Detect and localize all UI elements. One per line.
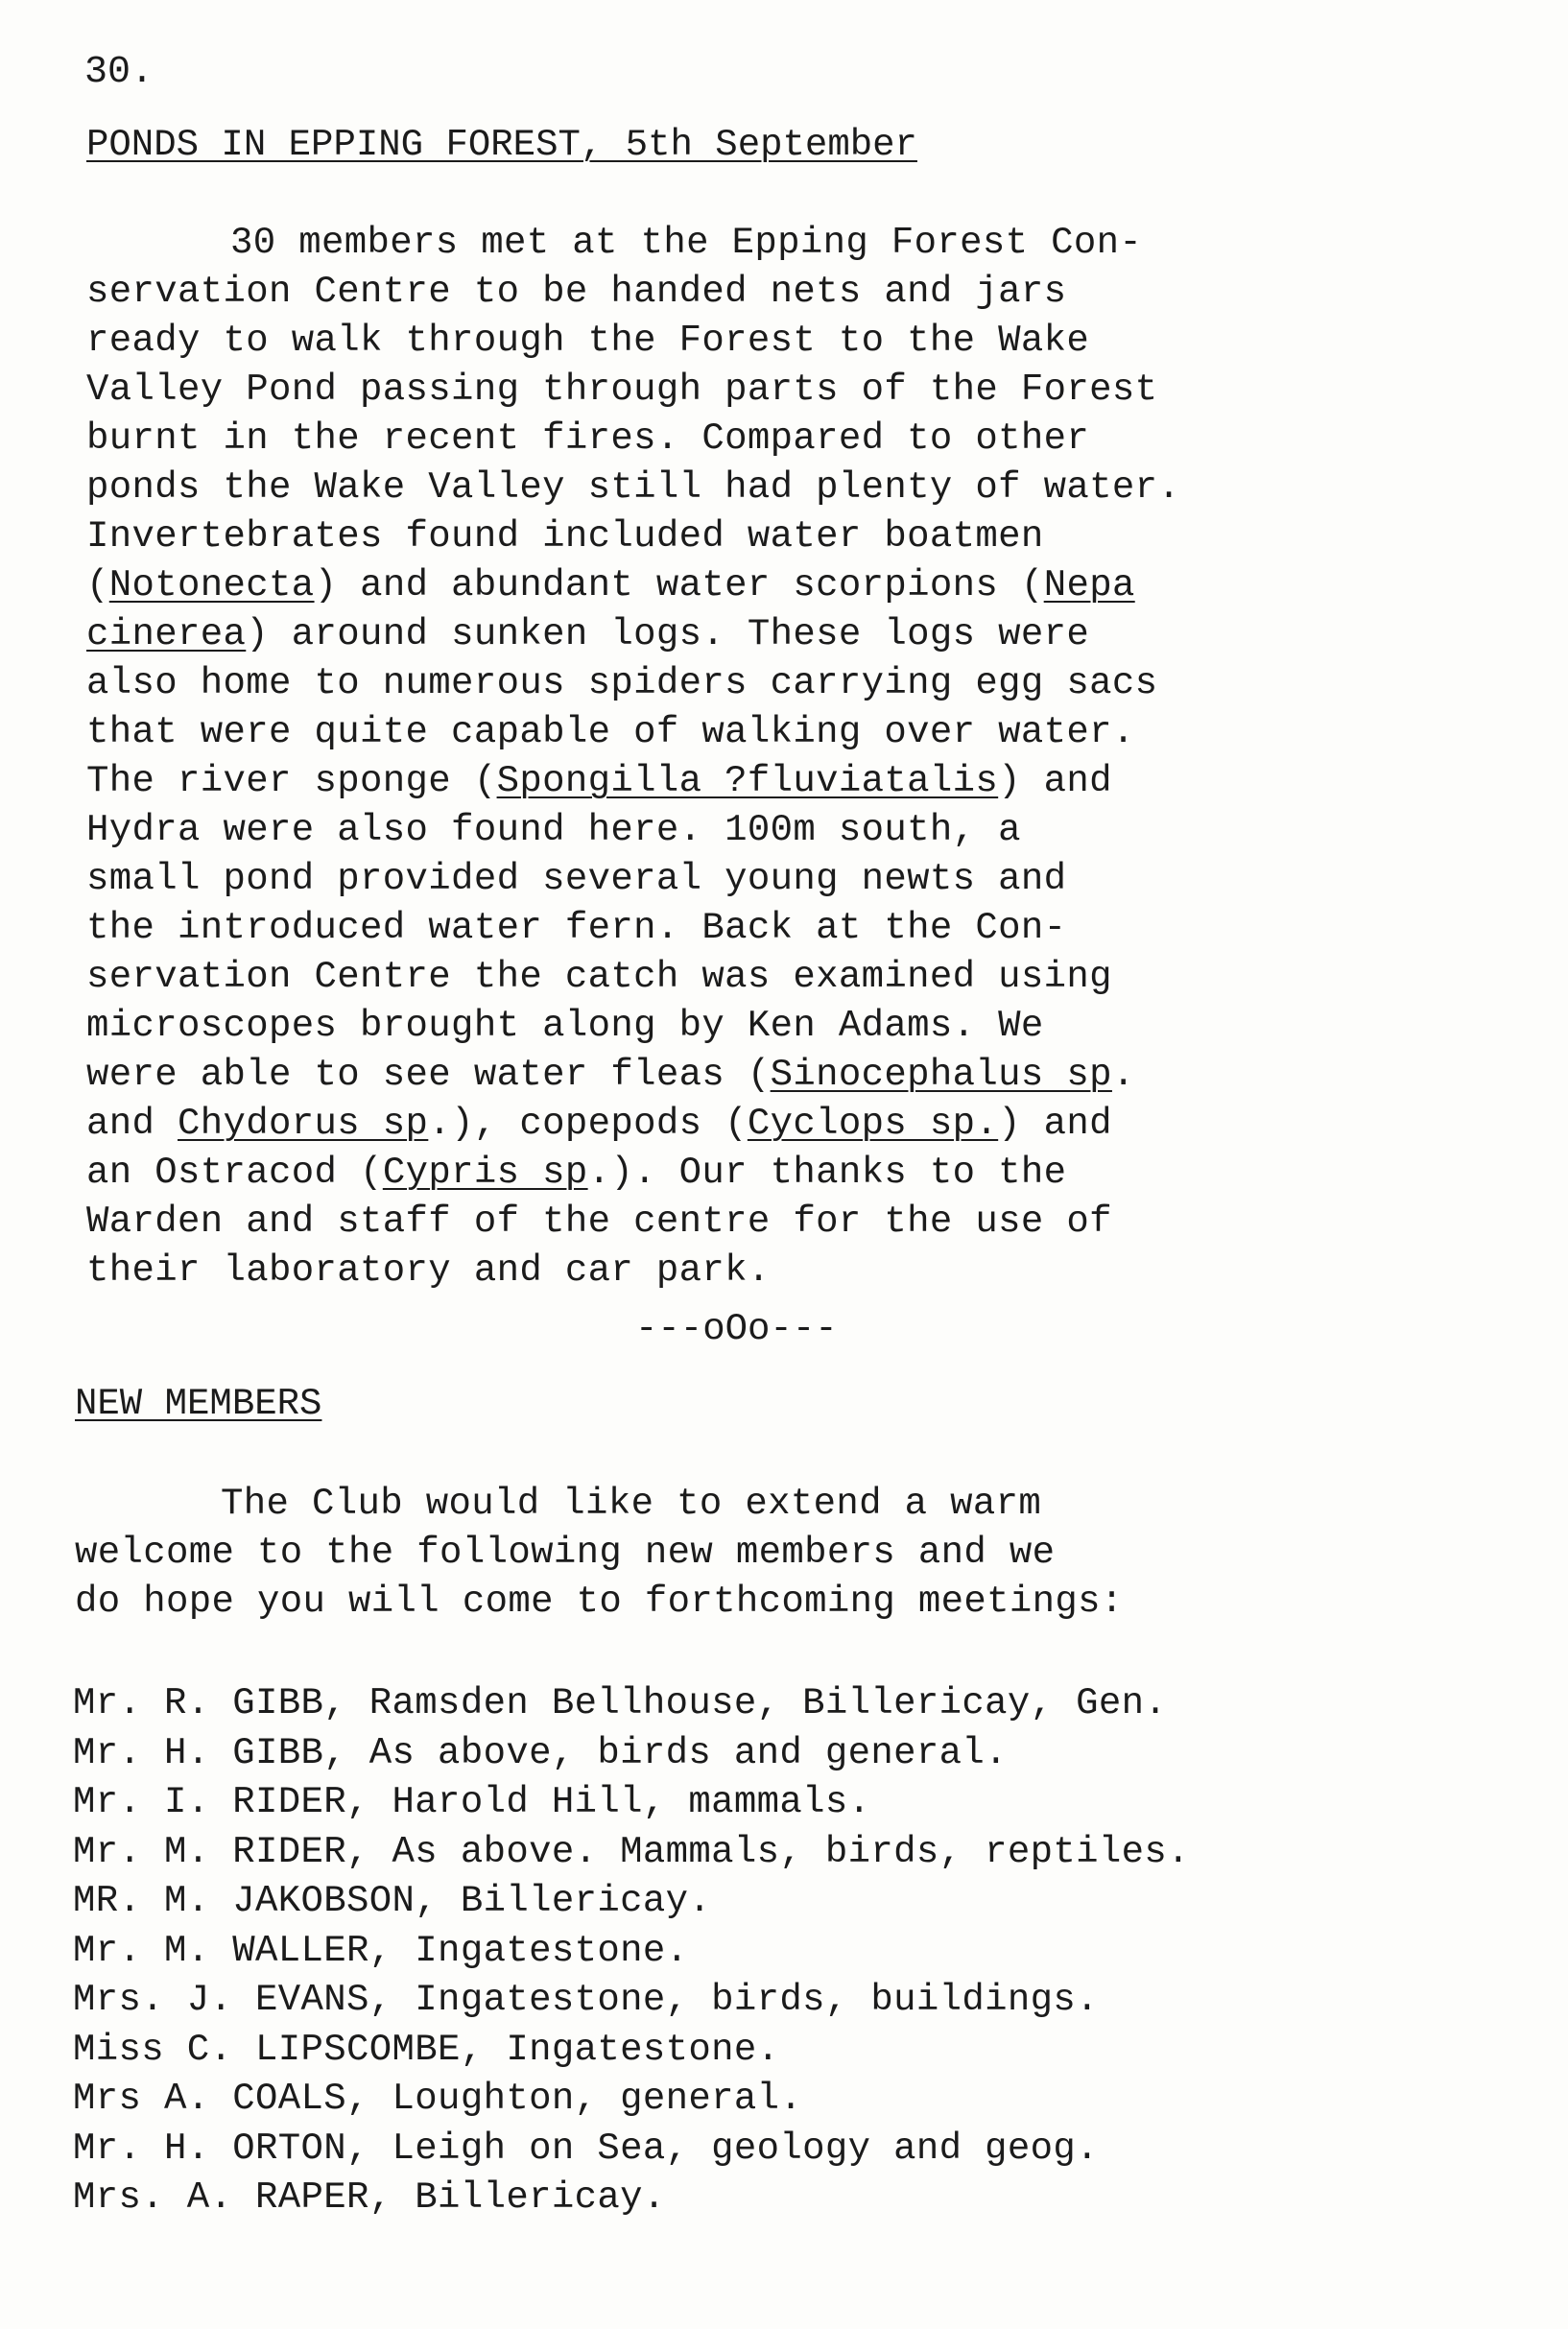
text-run: ponds the Wake Valley still had plenty of water.	[86, 466, 1181, 509]
welcome-line: do hope you will come to forthcoming meetings:	[75, 1580, 1124, 1623]
paragraph-line	[86, 953, 1180, 1002]
text-run: servation Centre the catch was examined using	[86, 956, 1112, 998]
welcome-line: welcome to the following new members and we	[75, 1532, 1056, 1574]
text-run: servation Centre to be handed nets and jars	[86, 271, 1067, 313]
paragraph-line	[86, 708, 1180, 757]
species-name: Cypris sp	[382, 1152, 588, 1194]
text-run: that were quite capable of walking over water.	[86, 711, 1135, 753]
member-entry: Mrs A. COALS, Loughton, general.	[73, 2078, 803, 2120]
text-run: their laboratory and car park.	[86, 1249, 771, 1292]
text-run: Warden and staff of the centre for the use of	[86, 1200, 1112, 1243]
paragraph-line	[86, 366, 1180, 415]
text-run: .	[1111, 1054, 1135, 1096]
paragraph-line	[86, 1100, 1180, 1149]
text-run: were able to see water fleas (	[86, 1054, 771, 1096]
species-name: Cyclops sp.	[747, 1103, 999, 1145]
text-run: the introduced water fern. Back at the Con-	[86, 907, 1067, 949]
member-entry: Mr. M. WALLER, Ingatestone.	[73, 1929, 689, 1972]
text-run: small pond provided several young newts and	[86, 858, 1067, 900]
paragraph-line	[86, 1149, 1180, 1198]
members-list	[73, 1679, 1190, 2223]
species-name: Nepa	[1043, 564, 1135, 606]
species-name: Spongilla ?fluviatalis	[496, 760, 999, 802]
paragraph-line	[86, 1051, 1180, 1100]
section-body-ponds	[86, 219, 1180, 1295]
page-number: 30.	[84, 51, 154, 94]
text-run: Hydra were also found here. 100m south, a	[86, 809, 1021, 851]
member-entry: MR. M. JAKOBSON, Billericay.	[73, 1880, 712, 1922]
text-run: ) and	[998, 1103, 1112, 1145]
section-heading-ponds: PONDS IN EPPING FOREST, 5th September	[86, 124, 917, 166]
text-run: an Ostracod (	[86, 1152, 383, 1194]
text-run: ) and	[998, 760, 1112, 802]
member-entry: Mrs. J. EVANS, Ingatestone, birds, buildings.	[73, 1979, 1099, 2021]
species-name: Chydorus sp	[178, 1103, 429, 1145]
welcome-line: The Club would like to extend a warm	[221, 1483, 1042, 1525]
paragraph-line	[86, 659, 1180, 708]
text-run: Invertebrates found included water boatmen	[86, 515, 1044, 558]
text-run: also home to numerous spiders carrying egg sacs	[86, 662, 1158, 704]
text-run: The river sponge (	[86, 760, 497, 802]
paragraph-line	[86, 317, 1180, 366]
paragraph-line	[86, 463, 1180, 512]
paragraph-line	[86, 904, 1180, 953]
paragraph-line	[86, 806, 1180, 855]
text-run: ready to walk through the Forest to the Wake	[86, 320, 1090, 362]
section-heading-new-members: NEW MEMBERS	[75, 1383, 322, 1425]
text-run: Valley Pond passing through parts of the Forest	[86, 368, 1158, 411]
text-run: burnt in the recent fires. Compared to other	[86, 417, 1090, 460]
text-run: microscopes brought along by Ken Adams. We	[86, 1005, 1044, 1047]
member-entry: Mr. I. RIDER, Harold Hill, mammals.	[73, 1781, 871, 1823]
welcome-paragraph	[75, 1480, 1124, 1627]
text-run: .). Our thanks to the	[587, 1152, 1067, 1194]
paragraph-line	[86, 1198, 1180, 1247]
paragraph-line	[86, 415, 1180, 463]
text-run: ) and abundant water scorpions (	[314, 564, 1044, 606]
text-run: ) around sunken logs. These logs were	[246, 613, 1090, 655]
member-entry: Mrs. A. RAPER, Billericay.	[73, 2176, 666, 2219]
species-name: cinerea	[86, 613, 247, 655]
paragraph-line	[86, 855, 1180, 904]
paragraph-line	[86, 268, 1180, 317]
member-entry: Mr. R. GIBB, Ramsden Bellhouse, Billericay, Gen.	[73, 1682, 1168, 1724]
paragraph-line	[86, 757, 1180, 806]
paragraph-line	[86, 219, 1180, 268]
text-run: 30 members met at the Epping Forest Con-	[230, 222, 1143, 264]
member-entry: Mr. H. ORTON, Leigh on Sea, geology and geog.	[73, 2127, 1099, 2170]
species-name: Notonecta	[108, 564, 315, 606]
paragraph-line	[86, 610, 1180, 659]
species-name: Sinocephalus sp	[770, 1054, 1112, 1096]
member-entry: Mr. M. RIDER, As above. Mammals, birds, reptiles.	[73, 1830, 1190, 1873]
section-separator: ---oOo---	[635, 1308, 838, 1350]
paragraph-line	[86, 561, 1180, 610]
member-entry: Miss C. LIPSCOMBE, Ingatestone.	[73, 2028, 780, 2071]
paragraph-line	[86, 512, 1180, 561]
paragraph-line	[86, 1247, 1180, 1295]
text-run: and	[86, 1103, 178, 1145]
text-run: (	[86, 564, 109, 606]
text-run: .), copepods (	[428, 1103, 748, 1145]
member-entry: Mr. H. GIBB, As above, birds and general.	[73, 1731, 1008, 1774]
paragraph-line	[86, 1002, 1180, 1051]
